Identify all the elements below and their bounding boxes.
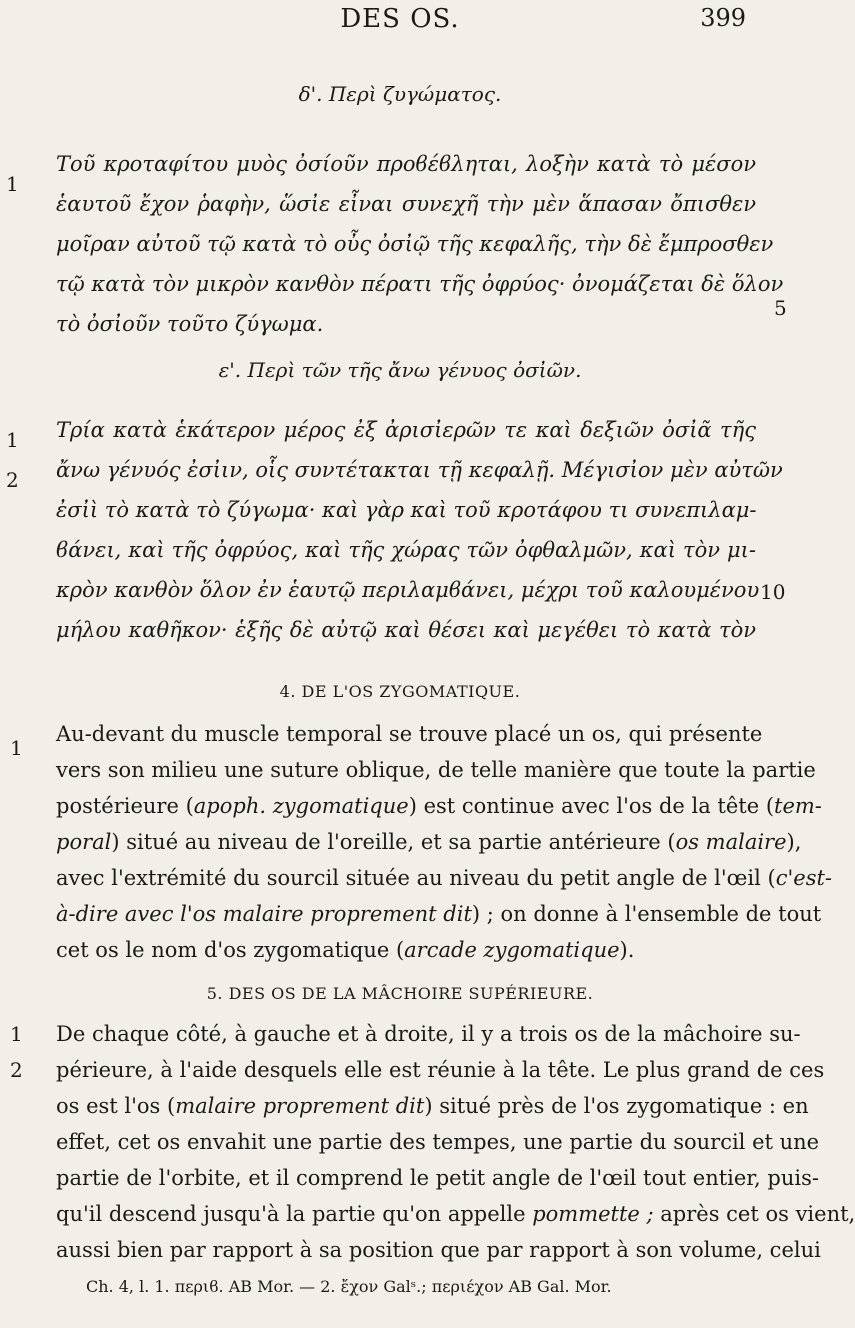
text-run: ) est continue avec l'os de la tête ( <box>408 794 775 818</box>
footnote: Ch. 4, l. 1. περιϐ. AB Mor. — 2. ἔχον Galˢ.; περιέχον AB Gal. Mor. <box>86 1277 612 1296</box>
french-line <box>56 1130 820 1154</box>
italic-run: poral <box>56 830 112 854</box>
french-line <box>56 722 763 746</box>
french-line <box>56 830 802 854</box>
text-run: Au-devant du muscle temporal se trouve placé un os, qui présente <box>56 722 763 746</box>
french-line <box>56 938 756 962</box>
french-line <box>56 1094 809 1118</box>
greek-line: ἄνω γένυός ἐσἰιν, οἷς συντέτακται τῇ κεφαλῇ. Μέγισἰον μὲν αὐτῶν <box>56 458 783 482</box>
text-run: ) ; on donne à l'ensemble de tout <box>471 902 822 926</box>
greek-line: τὸ ὀσἰοῦν τοῦτο ζύγωμα. <box>56 312 324 336</box>
text-run: périeure, à l'aide desquels elle est réunie à la tête. Le plus grand de ces <box>56 1058 825 1082</box>
italic-run: tem- <box>774 794 822 818</box>
italic-run: pommette ; <box>532 1202 654 1226</box>
italic-run: os malaire <box>675 830 787 854</box>
italic-run: malaire proprement dit <box>175 1094 425 1118</box>
margin-number: 1 <box>6 172 19 196</box>
margin-number: 2 <box>6 468 19 492</box>
text-run: vers son milieu une suture oblique, de telle manière que toute la partie <box>56 758 816 782</box>
text-run: ). <box>619 938 635 962</box>
greek-heading-e: ε'. Περὶ τῶν τῆς ἄνω γένυος ὀσἰῶν. <box>218 358 582 382</box>
text-run: ) situé près de l'os zygomatique : en <box>424 1094 809 1118</box>
greek-line: Τρία κατὰ ἑκάτερον μέρος ἐξ ἀρισἰερῶν τε καὶ δεξιῶν ὀσἰᾶ τῆς <box>56 418 756 442</box>
text-run: ), <box>786 830 802 854</box>
french-line <box>56 1058 825 1082</box>
text-run: après cet os vient, <box>653 1202 855 1226</box>
margin-number: 1 <box>10 1022 23 1046</box>
greek-line: τῷ κατὰ τὸν μικρὸν κανθὸν πέρατι τῆς ὀφρύος· ὀνομάζεται δὲ ὅλον <box>56 272 784 296</box>
french-line <box>56 1202 855 1226</box>
italic-run: à-dire avec l'os malaire proprement dit <box>56 902 472 926</box>
greek-line: ϐάνει, καὶ τῆς ὀφρύος, καὶ τῆς χώρας τῶν ὀφθαλμῶν, καὶ τὸν μι- <box>56 538 756 562</box>
text-run: ) situé au niveau de l'oreille, et sa partie antérieure ( <box>111 830 676 854</box>
margin-number: 5 <box>774 296 787 320</box>
text-run: De chaque côté, à gauche et à droite, il y a trois os de la mâchoire su- <box>56 1022 801 1046</box>
french-line <box>56 1166 819 1190</box>
french-line <box>56 758 816 782</box>
french-heading-4: 4. DE L'OS ZYGOMATIQUE. <box>279 682 521 701</box>
text-run: postérieure ( <box>56 794 194 818</box>
french-line <box>56 1022 801 1046</box>
text-run: aussi bien par rapport à sa position que par rapport à son volume, celui <box>56 1238 821 1262</box>
french-line <box>56 1238 821 1262</box>
greek-line: κρὸν κανθὸν ὅλον ἐν ἑαυτῷ περιλαμϐάνει, μέχρι τοῦ καλουμένου <box>56 578 760 602</box>
text-run: cet os le nom d'os zygomatique ( <box>56 938 405 962</box>
greek-line: μοῖραν αὐτοῦ τῷ κατὰ τὸ οὖς ὀσἰῷ τῆς κεφαλῆς, τὴν δὲ ἔμπροσθεν <box>56 232 774 256</box>
french-line <box>56 866 833 890</box>
text-run: qu'il descend jusqu'à la partie qu'on appelle <box>56 1202 533 1226</box>
margin-number: 2 <box>10 1058 23 1082</box>
text-run: effet, cet os envahit une partie des tempes, une partie du sourcil et une <box>56 1130 820 1154</box>
greek-line: ἐσἰὶ τὸ κατὰ τὸ ζύγωμα· καὶ γὰρ καὶ τοῦ κροτάφου τι συνεπιλαμ- <box>56 498 757 522</box>
french-heading-5: 5. DES OS DE LA MÂCHOIRE SUPÉRIEURE. <box>206 984 594 1003</box>
text-run: avec l'extrémité du sourcil située au niveau du petit angle de l'œil ( <box>56 866 776 890</box>
greek-heading-d: δ'. Περὶ ζυγώματος. <box>298 82 502 106</box>
greek-line: μήλου καθῆκον· ἑξῆς δὲ αὐτῷ καὶ θέσει καὶ μεγέθει τὸ κατὰ τὸν <box>56 618 756 642</box>
greek-line: ἑαυτοῦ ἔχον ῥαφὴν, ὥσἰε εἶναι συνεχῆ τὴν μὲν ἅπασαν ὄπισθεν <box>56 192 756 216</box>
margin-number: 1 <box>6 428 19 452</box>
text-run: partie de l'orbite, et il comprend le petit angle de l'œil tout entier, puis- <box>56 1166 819 1190</box>
greek-line: Τοῦ κροταφίτου μυὸς ὀσίοῦν προϐέϐληται, λοξὴν κατὰ τὸ μέσον <box>56 152 756 176</box>
margin-number: 1 <box>10 736 23 760</box>
text-run: os est l'os ( <box>56 1094 176 1118</box>
running-header-title: DES OS. <box>340 4 460 34</box>
page-number: 399 <box>700 4 746 32</box>
french-line <box>56 902 822 926</box>
italic-run: apoph. zygomatique <box>193 794 409 818</box>
french-line <box>56 794 822 818</box>
margin-number: 10 <box>760 580 786 604</box>
italic-run: arcade zygomatique <box>404 938 620 962</box>
italic-run: c'est- <box>775 866 833 890</box>
